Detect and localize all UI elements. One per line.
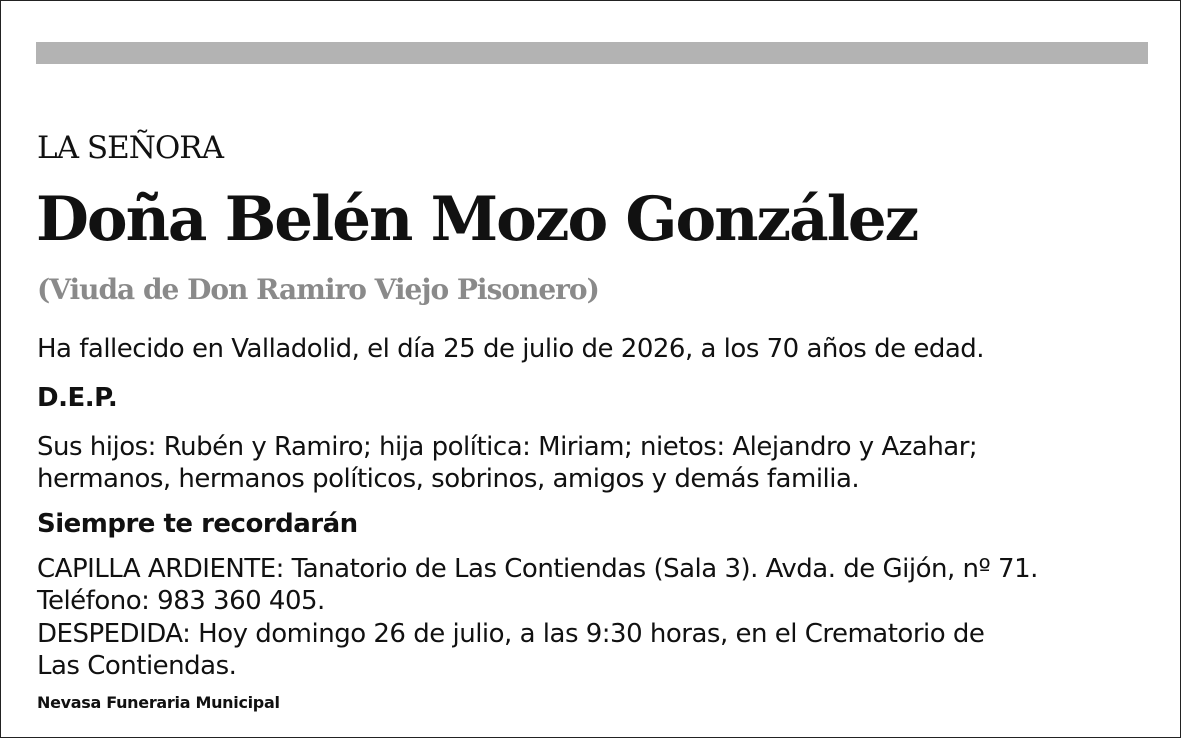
deceased-name: Doña Belén Mozo González [36, 184, 918, 255]
farewell-line: DESPEDIDA: Hoy domingo 26 de julio, a las 9:30 horas, en el Crematorio de [37, 619, 985, 649]
remembrance-line: Siempre te recordarán [37, 509, 358, 539]
widow-line: (Viuda de Don Ramiro Viejo Pisonero) [37, 273, 599, 306]
top-decorative-bar [36, 42, 1148, 64]
chapel-line: CAPILLA ARDIENTE: Tanatorio de Las Contiendas (Sala 3). Avda. de Gijón, nº 71. [37, 554, 1038, 584]
farewell-line: Las Contiendas. [37, 651, 237, 681]
pre-title: LA SEÑORA [37, 130, 223, 166]
funeral-home-footer: Nevasa Funeraria Municipal [37, 693, 280, 712]
family-line: Sus hijos: Rubén y Ramiro; hija política: Miriam; nietos: Alejandro y Azahar; [37, 432, 978, 462]
rip-line: D.E.P. [37, 383, 118, 413]
phone-line: Teléfono: 983 360 405. [37, 586, 325, 616]
death-line: Ha fallecido en Valladolid, el día 25 de julio de 2026, a los 70 años de edad. [37, 334, 985, 364]
family-line: hermanos, hermanos políticos, sobrinos, amigos y demás familia. [37, 464, 860, 494]
